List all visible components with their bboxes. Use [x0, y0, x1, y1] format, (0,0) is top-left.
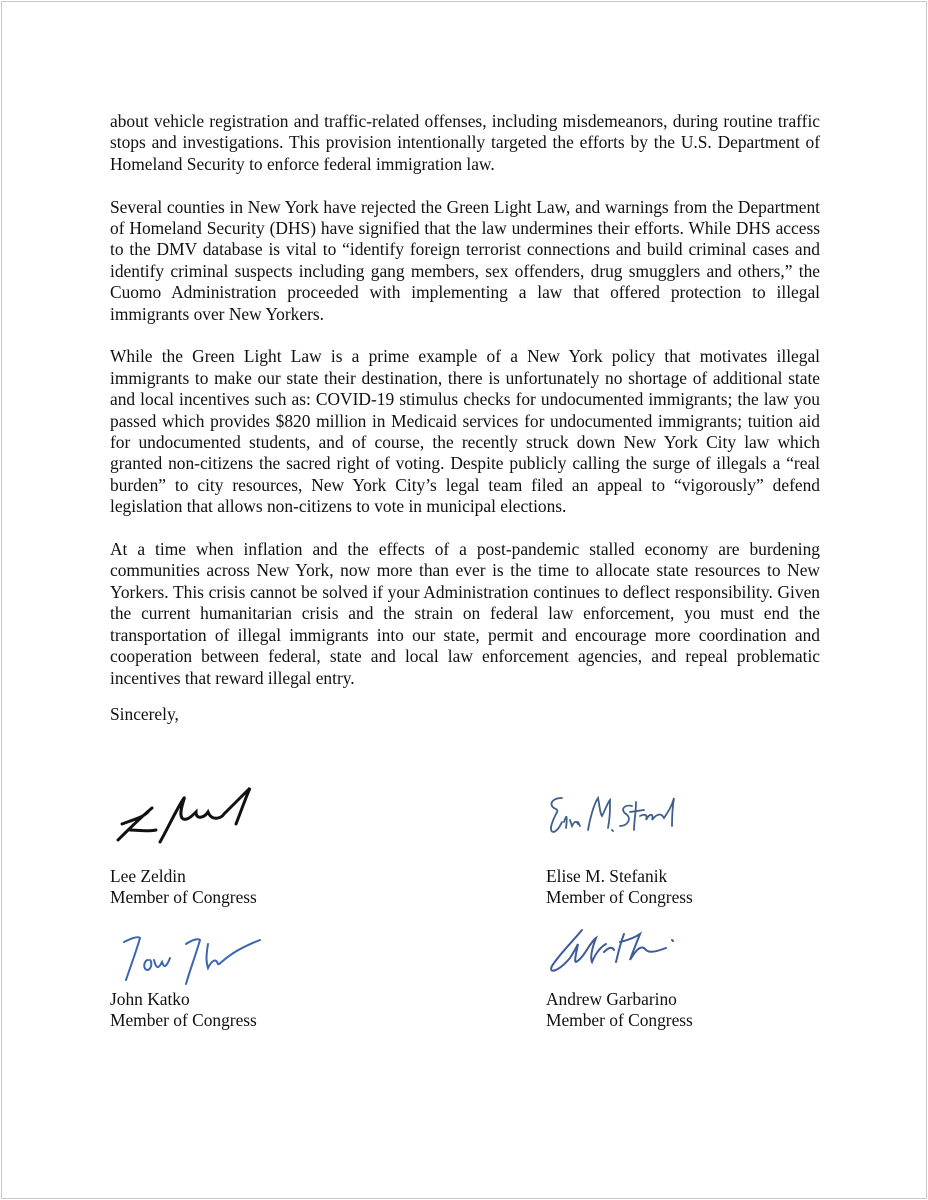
signer-name: Elise M. Stefanik — [546, 866, 668, 886]
paragraph: At a time when inflation and the effects of a post-pandemic stalled economy are burdening communities across New York, now more than ever is the time to allocate state resources to New Yorkers. This crisis cannot be solved if your Administration continues to deflect responsibility. Given the current humanitarian crisis and the strain on federal law enforcement, you must end the transportation of illegal immigrants into our state, permit and encourage more coordination and cooperation between federal, state and local law enforcement agencies, and repeal problematic incentives that reward illegal entry. — [110, 539, 820, 688]
signature-katko — [120, 930, 270, 986]
signer-garbarino — [546, 989, 693, 1032]
signature-garbarino — [546, 922, 716, 978]
signer-zeldin — [110, 866, 257, 909]
paragraph: about vehicle registration and traffic-related offenses, including misdemeanors, during routine traffic stops and investigations. This provision intentionally targeted the efforts by the U.S. Department of Homeland Security to enforce federal immigration law. — [110, 111, 820, 174]
paragraph: While the Green Light Law is a prime example of a New York policy that motivates illegal immigrants to make our state their destination, there is unfortunately no shortage of additional state and local incentives such as: COVID-19 stimulus checks for undocumented immigrants; the law you passed which provides $820 million in Medicaid services for undocumented immigrants; tuition aid for undocumented students, and of course, the recently struck down New York City law which granted non-citizens the sacred right of voting. Despite publicly calling the surge of illegals a “real burden” to city resources, New York City’s legal team filed an appeal to “vigorously” defend legislation that allows non-citizens to vote in municipal elections. — [110, 346, 820, 517]
closing: Sincerely, — [110, 704, 179, 724]
signature-zeldin — [112, 782, 262, 844]
signer-title: Member of Congress — [546, 887, 693, 908]
signature-stefanik — [544, 792, 714, 848]
signer-title: Member of Congress — [110, 887, 257, 908]
signer-name: Lee Zeldin — [110, 866, 186, 886]
letter-page — [1, 1, 927, 1199]
letter-body — [110, 111, 820, 710]
signer-katko — [110, 989, 257, 1032]
signer-title: Member of Congress — [110, 1010, 257, 1031]
signer-name: John Katko — [110, 989, 190, 1009]
signer-title: Member of Congress — [546, 1010, 693, 1031]
signer-stefanik — [546, 866, 693, 909]
signer-name: Andrew Garbarino — [546, 989, 677, 1009]
paragraph: Several counties in New York have rejected the Green Light Law, and warnings from the Department of Homeland Security (DHS) have signified that the law undermines their efforts. While DHS access to the DMV database is vital to “identify foreign terrorist connections and build criminal cases and identify criminal suspects including gang members, sex offenders, drug smugglers and others,” the Cuomo Administration proceeded with implementing a law that offered protection to illegal immigrants over New Yorkers. — [110, 196, 820, 324]
